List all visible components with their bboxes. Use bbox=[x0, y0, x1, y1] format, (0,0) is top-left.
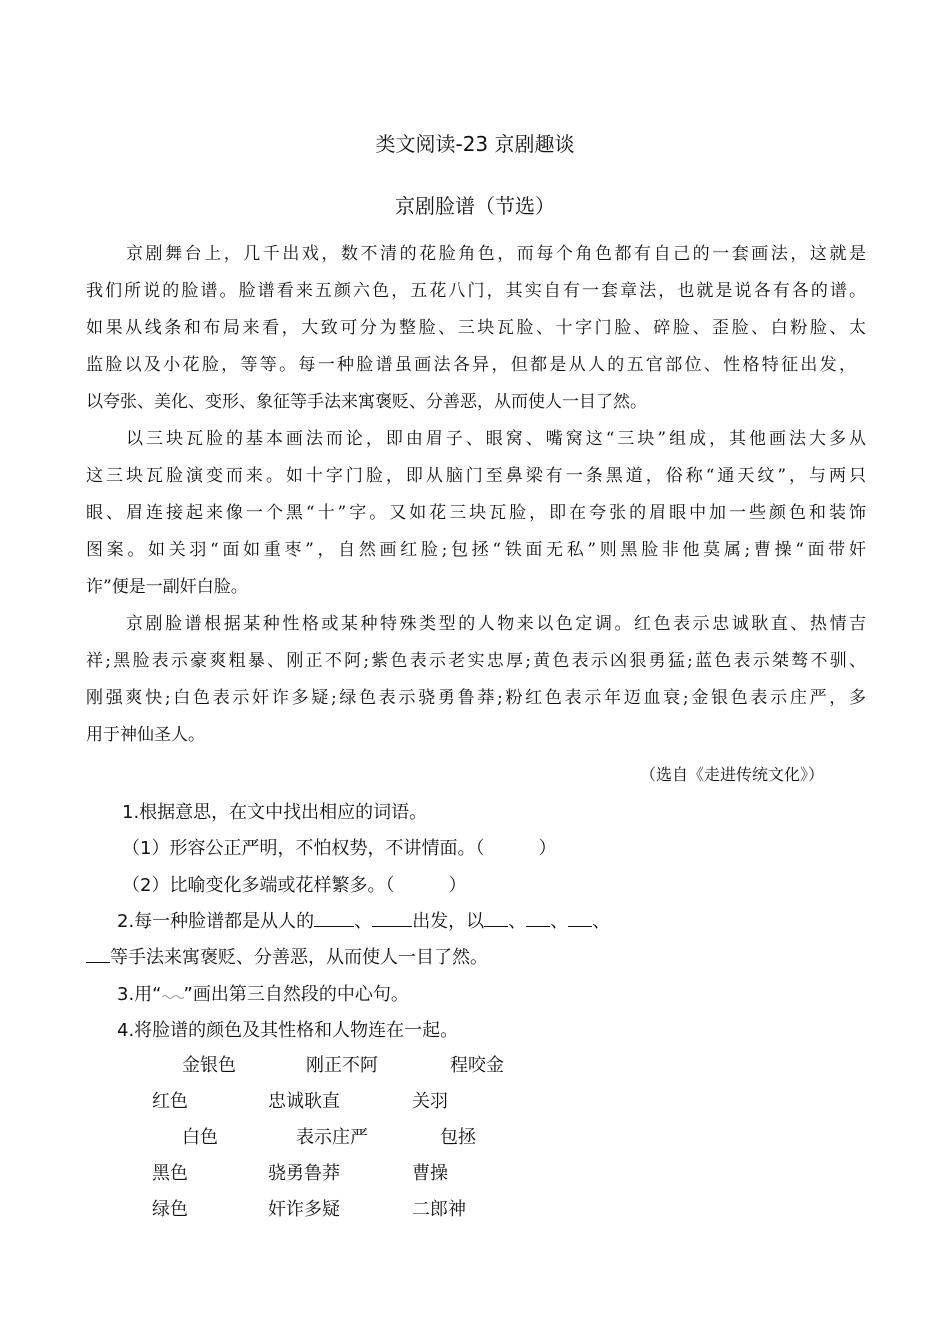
text-line: 眼、眉连接起来像一个黑“十”字。又如花三块瓦脸，即在夸张的眉眼中加一些颜色和装饰 bbox=[86, 503, 866, 523]
text-line: 祥;黑脸表示豪爽粗暴、刚正不阿;紫色表示老实忠厚;黄色表示凶狠勇猛;蓝色表示桀骜不驯、 bbox=[86, 651, 866, 671]
question-4: 4.将脸谱的颜色及其性格和人物连在一起。 bbox=[117, 1020, 459, 1041]
separator: 、 bbox=[354, 911, 373, 932]
separator: 、 bbox=[550, 911, 569, 932]
wavy-underline-sample bbox=[162, 984, 184, 998]
match-person[interactable]: 包拯 bbox=[440, 1127, 476, 1148]
question-1-2 bbox=[122, 871, 466, 897]
text-line: 京剧脸谱根据某种性格或某种特殊类型的人物来以色定调。红色表示忠诚耿直、热情吉 bbox=[126, 614, 866, 634]
paren-close: ） bbox=[448, 875, 467, 896]
text-line: 我们所说的脸谱。脸谱看来五颜六色，五花八门，其实自有一套章法，也就是说各有各的谱。 bbox=[86, 281, 866, 301]
text-line: 诈”便是一副奸白脸。 bbox=[86, 577, 248, 597]
paren-close: ） bbox=[538, 838, 557, 859]
answer-blank[interactable] bbox=[372, 910, 412, 927]
question-2-line-1 bbox=[117, 907, 610, 933]
question-1: 1.根据意思，在文中找出相应的词语。 bbox=[122, 802, 428, 823]
question-3 bbox=[117, 980, 409, 1006]
article-title: 京剧脸谱（节选） bbox=[395, 194, 555, 218]
text-line: 以三块瓦脸的基本画法而论，即由眉子、眼窝、嘴窝这“三块”组成，其他画法大多从 bbox=[126, 429, 866, 449]
text-line: 以夸张、美化、变形、象征等手法来寓褒贬、分善恶，从而使人一目了然。 bbox=[86, 392, 647, 412]
match-person[interactable]: 程咬金 bbox=[450, 1055, 504, 1076]
text-line: 用于神仙圣人。 bbox=[86, 725, 205, 745]
match-trait[interactable]: 骁勇鲁莽 bbox=[268, 1163, 340, 1184]
match-color[interactable]: 白色 bbox=[182, 1127, 218, 1148]
match-color[interactable]: 绿色 bbox=[152, 1199, 188, 1220]
text-line: 监脸以及小花脸，等等。每一种脸谱虽画法各异，但都是从人的五官部位、性格特征出发， bbox=[86, 355, 856, 375]
source-citation: （选自《走进传统文化》） bbox=[640, 765, 825, 784]
question-3-text: ”画出第三自然段的中心句。 bbox=[183, 984, 409, 1005]
text-line: 这三块瓦脸演变而来。如十字门脸，即从脑门至鼻梁有一条黑道，俗称“通天纹”，与两只 bbox=[86, 466, 866, 486]
match-color[interactable]: 金银色 bbox=[182, 1055, 236, 1076]
answer-blank[interactable] bbox=[568, 910, 592, 927]
question-2-text: 2.每一种脸谱都是从人的 bbox=[117, 911, 315, 932]
answer-blank[interactable] bbox=[526, 910, 550, 927]
match-person[interactable]: 曹操 bbox=[412, 1163, 448, 1184]
answer-blank[interactable] bbox=[484, 910, 508, 927]
match-person[interactable]: 二郎神 bbox=[412, 1199, 466, 1220]
separator: 、 bbox=[592, 911, 611, 932]
question-1-2-text: （2）比喻变化多端或花样繁多。（ bbox=[122, 875, 395, 896]
separator: 、 bbox=[508, 911, 527, 932]
question-1-1 bbox=[122, 834, 556, 860]
question-2-text: 等手法来寓褒贬、分善恶，从而使人一目了然。 bbox=[110, 947, 488, 968]
text-line: 京剧舞台上，几千出戏，数不清的花脸角色，而每个角色都有自己的一套画法，这就是 bbox=[126, 244, 866, 264]
match-trait[interactable]: 刚正不阿 bbox=[306, 1055, 378, 1076]
match-trait[interactable]: 表示庄严 bbox=[296, 1127, 368, 1148]
text-line: 如果从线条和布局来看，大致可分为整脸、三块瓦脸、十字门脸、碎脸、歪脸、白粉脸、太 bbox=[86, 318, 866, 338]
match-person[interactable]: 关羽 bbox=[412, 1091, 448, 1112]
question-2-text: 出发，以 bbox=[412, 911, 485, 932]
answer-blank[interactable] bbox=[314, 910, 354, 927]
answer-blank[interactable] bbox=[86, 946, 110, 963]
question-3-text: 3.用“ bbox=[117, 984, 162, 1005]
match-color[interactable]: 红色 bbox=[152, 1091, 188, 1112]
question-1-1-text: （1）形容公正严明，不怕权势，不讲情面。（ bbox=[122, 838, 485, 859]
match-trait[interactable]: 忠诚耿直 bbox=[268, 1091, 340, 1112]
question-2-line-2 bbox=[86, 943, 488, 969]
match-color[interactable]: 黑色 bbox=[152, 1163, 188, 1184]
text-line: 图案。如关羽“面如重枣”，自然画红脸;包拯“铁面无私”则黑脸非他莫属;曹操“面带奸 bbox=[86, 540, 866, 560]
worksheet-title: 类文阅读-23 京剧趣谈 bbox=[375, 132, 575, 156]
text-line: 刚强爽快;白色表示奸诈多疑;绿色表示骁勇鲁莽;粉红色表示年迈血衰;金银色表示庄严，多 bbox=[86, 688, 866, 708]
match-trait[interactable]: 奸诈多疑 bbox=[268, 1199, 340, 1220]
